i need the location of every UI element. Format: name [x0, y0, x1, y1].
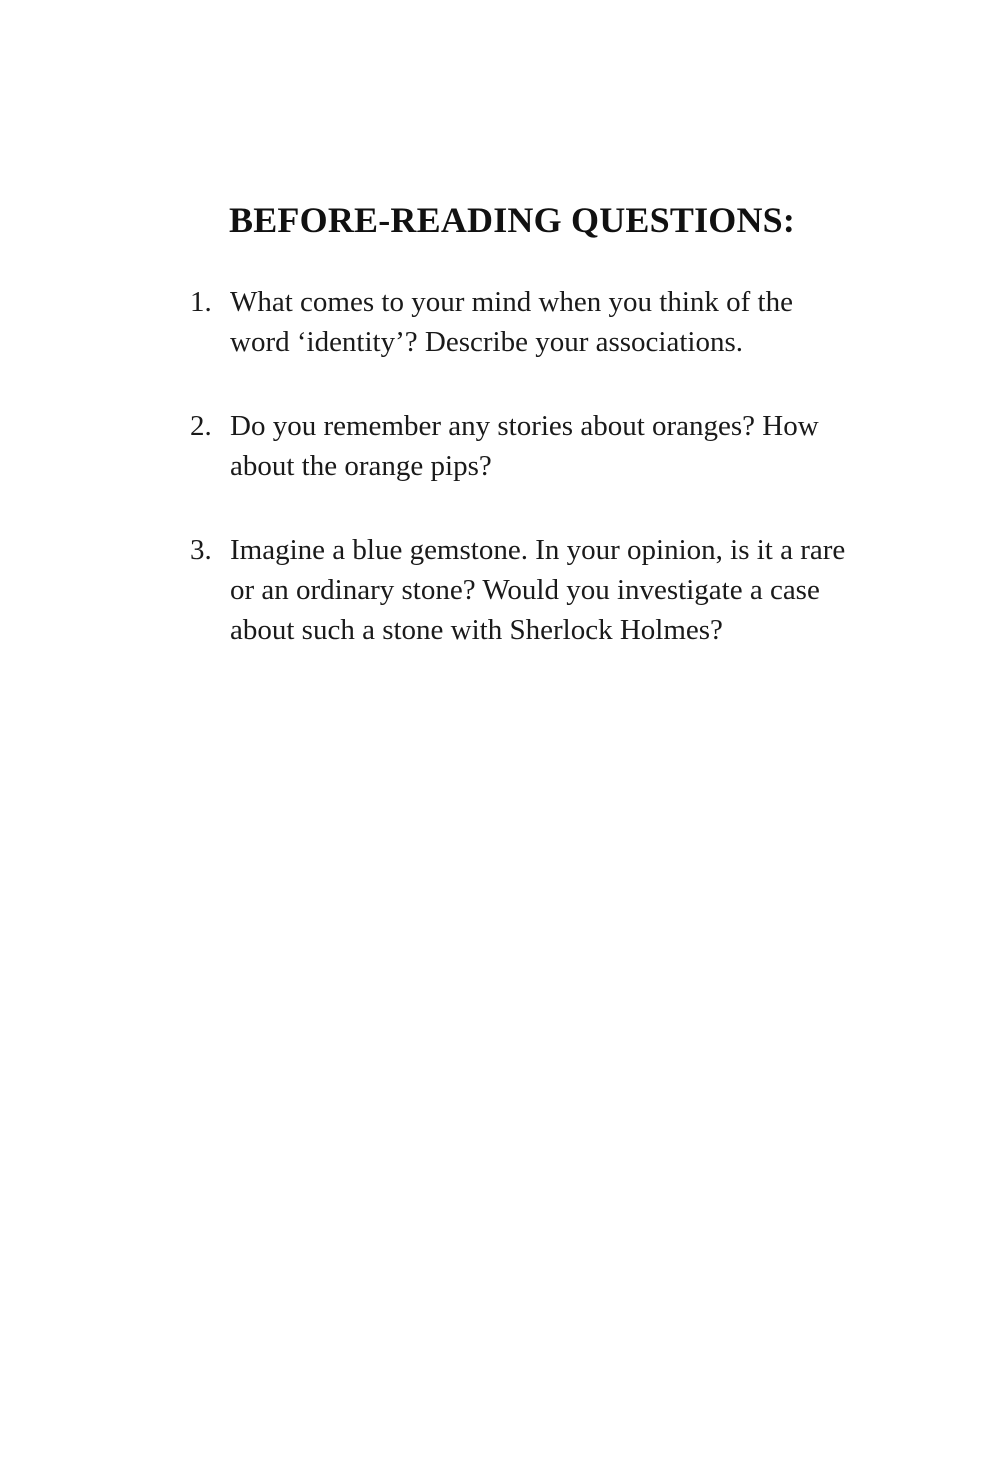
- questions-list: [190, 282, 890, 694]
- question-text: [230, 530, 890, 650]
- question-number: 3.: [190, 534, 212, 566]
- question-number: 2.: [190, 410, 212, 442]
- question-text: [230, 406, 890, 486]
- question-line: or an ordinary stone? Would you investigate a case: [230, 574, 820, 606]
- question-line: What comes to your mind when you think of the: [230, 286, 793, 318]
- question-line: Imagine a blue gemstone. In your opinion, is it a rare: [230, 534, 846, 566]
- question-line: about the orange pips?: [230, 450, 492, 482]
- question-text: [230, 282, 890, 362]
- page-title: BEFORE-READING QUESTIONS:: [229, 200, 796, 240]
- question-item: [190, 530, 890, 650]
- question-item: [190, 282, 890, 362]
- question-line: Do you remember any stories about oranges? How: [230, 410, 819, 442]
- question-number: 1.: [190, 286, 212, 318]
- question-item: [190, 406, 890, 486]
- question-line: word ‘identity’? Describe your associations.: [230, 326, 743, 358]
- question-line: about such a stone with Sherlock Holmes?: [230, 614, 723, 646]
